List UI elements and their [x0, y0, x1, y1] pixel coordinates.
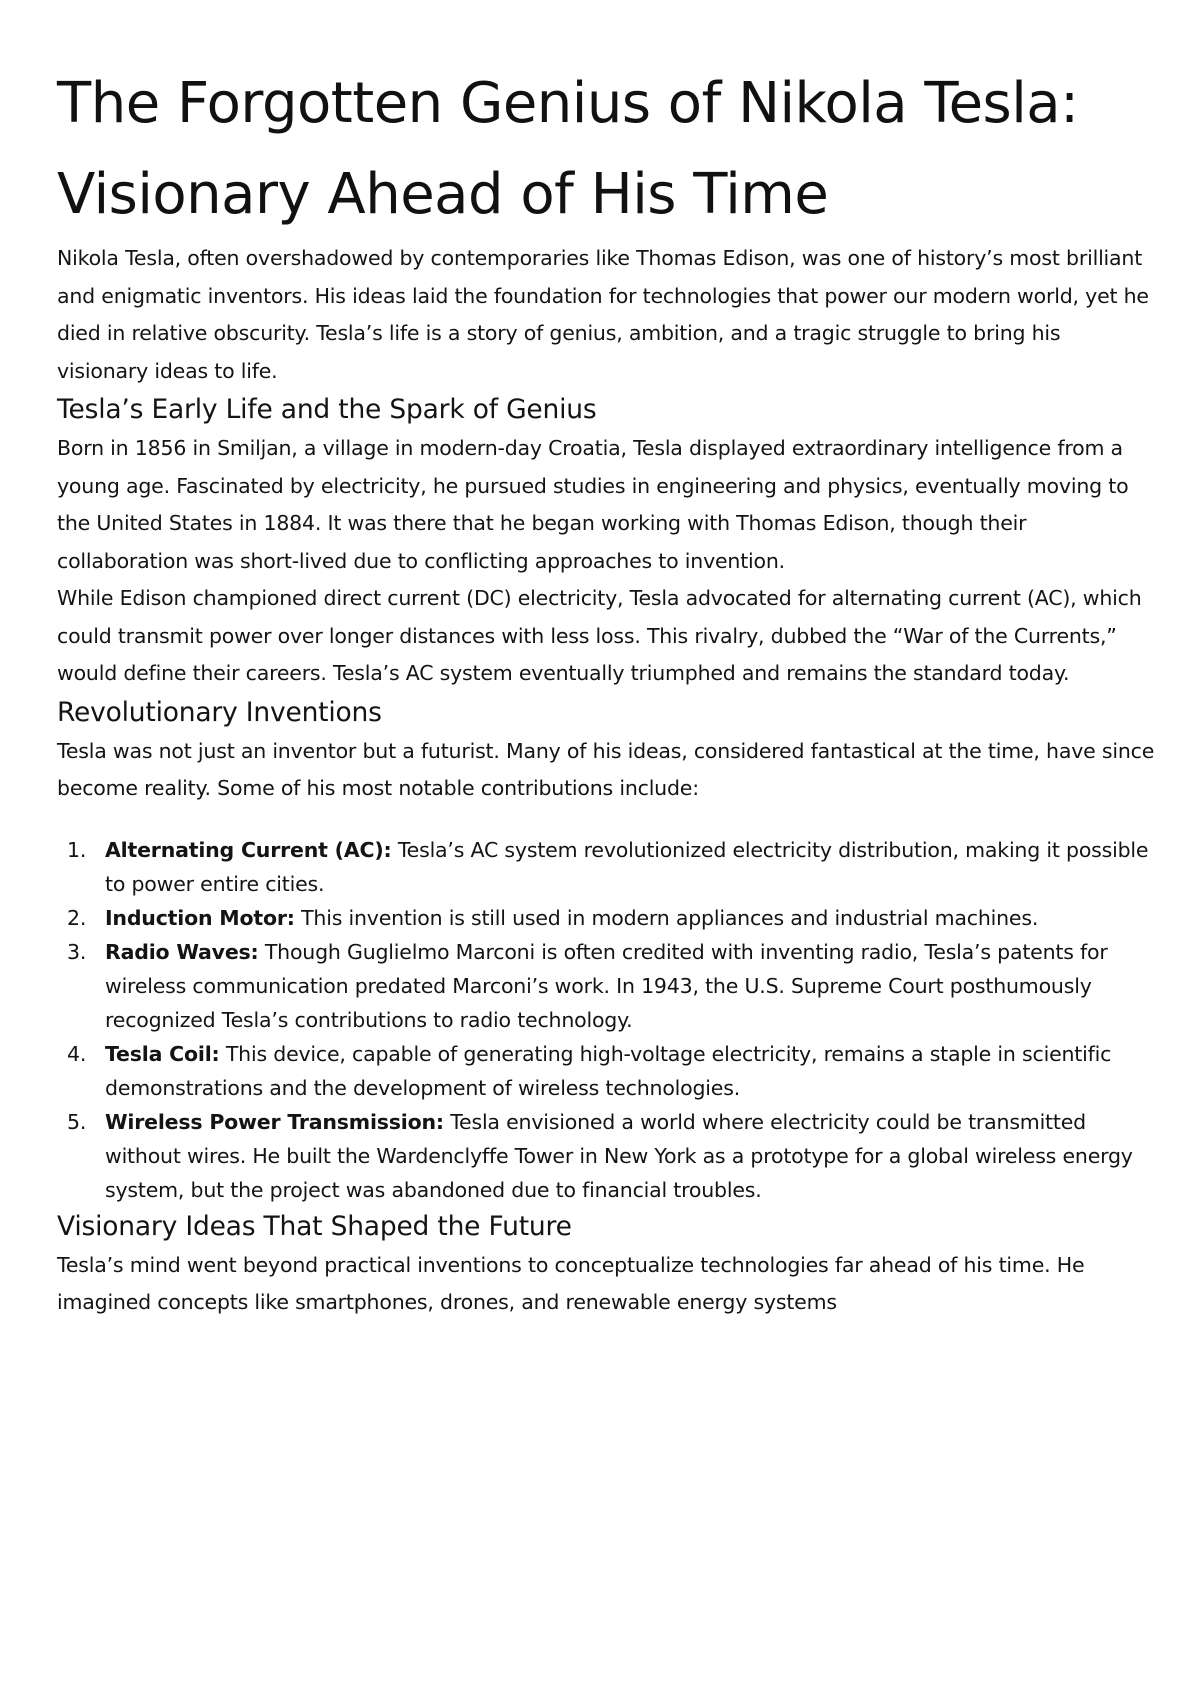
- section-heading-visionary-ideas: Visionary Ideas That Shaped the Future: [57, 1210, 572, 1242]
- list-item-number: 2.: [67, 905, 87, 930]
- list-item-text: This device, capable of generating high-voltage electricity, remains a staple in scientific demonstrations and the development of wireless technologies.: [105, 1041, 1112, 1100]
- list-item: [67, 1037, 1157, 1105]
- list-item-text: Tesla envisioned a world where electricity could be transmitted without wires. He built the Wardenclyffe Tower in New York as a prototype for a global wireless energy system, but the project was abandoned due to financial troubles.: [105, 1109, 1133, 1202]
- list-item-number: 5.: [67, 1109, 87, 1134]
- list-item-number: 1.: [67, 837, 87, 862]
- section-heading-inventions: Revolutionary Inventions: [57, 696, 382, 728]
- page-title: The Forgotten Genius of Nikola Tesla: Visionary Ahead of His Time: [57, 71, 1079, 227]
- list-item-text: This invention is still used in modern appliances and industrial machines.: [294, 905, 1039, 930]
- paragraph-inventions-intro: Tesla was not just an inventor but a futurist. Many of his ideas, considered fantastical at the time, have since become reality. Some of his most notable contributions include:: [57, 738, 1155, 800]
- list-item-number: 4.: [67, 1041, 87, 1066]
- list-item: [67, 1105, 1157, 1207]
- inventions-list: [57, 833, 1157, 1207]
- document-page: [57, 58, 1157, 1322]
- list-item-term: Alternating Current (AC):: [105, 837, 392, 862]
- list-item-term: Induction Motor:: [105, 905, 295, 930]
- list-item: [67, 833, 1157, 901]
- list-item: [67, 901, 1157, 935]
- paragraph-visionary-ideas: Tesla’s mind went beyond practical inventions to conceptualize technologies far ahead of his time. He imagined concepts like smartphones, drones, and renewable energy systems: [57, 1252, 1085, 1314]
- list-item-number: 3.: [67, 939, 87, 964]
- list-item-term: Tesla Coil:: [105, 1041, 220, 1066]
- intro-paragraph: Nikola Tesla, often overshadowed by contemporaries like Thomas Edison, was one of history’s most brilliant and enigmatic inventors. His ideas laid the foundation for technologies that power our modern world, yet he died in relative obscurity. Tesla’s life is a story of genius, ambition, and a tragic struggle to bring his visionary ideas to life.: [57, 246, 1149, 383]
- list-item-text: Though Guglielmo Marconi is often credited with inventing radio, Tesla’s patents for wireless communication predated Marconi’s work. In 1943, the U.S. Supreme Court posthumously recognized Tesla’s contributions to radio technology.: [105, 939, 1108, 1032]
- list-item-text: Tesla’s AC system revolutionized electricity distribution, making it possible to power entire cities.: [105, 837, 1149, 896]
- list-item: [67, 935, 1157, 1037]
- paragraph-war-of-currents: While Edison championed direct current (DC) electricity, Tesla advocated for alternating current (AC), which could transmit power over longer distances with less loss. This rivalry, dubbed the “War of the Currents,” would define their careers. Tesla’s AC system eventually triumphed and remains the standard today.: [57, 586, 1142, 685]
- list-item-term: Radio Waves:: [105, 939, 259, 964]
- section-heading-early-life: Tesla’s Early Life and the Spark of Genius: [57, 394, 597, 425]
- list-item-term: Wireless Power Transmission:: [105, 1109, 444, 1134]
- paragraph-early-life: Born in 1856 in Smiljan, a village in modern-day Croatia, Tesla displayed extraordinary intelligence from a young age. Fascinated by electricity, he pursued studies in engineering and physics, eventually moving to the United States in 1884. It was there that he began working with Thomas Edison, though their collaboration was short-lived due to conflicting approaches to invention.: [57, 436, 1129, 573]
